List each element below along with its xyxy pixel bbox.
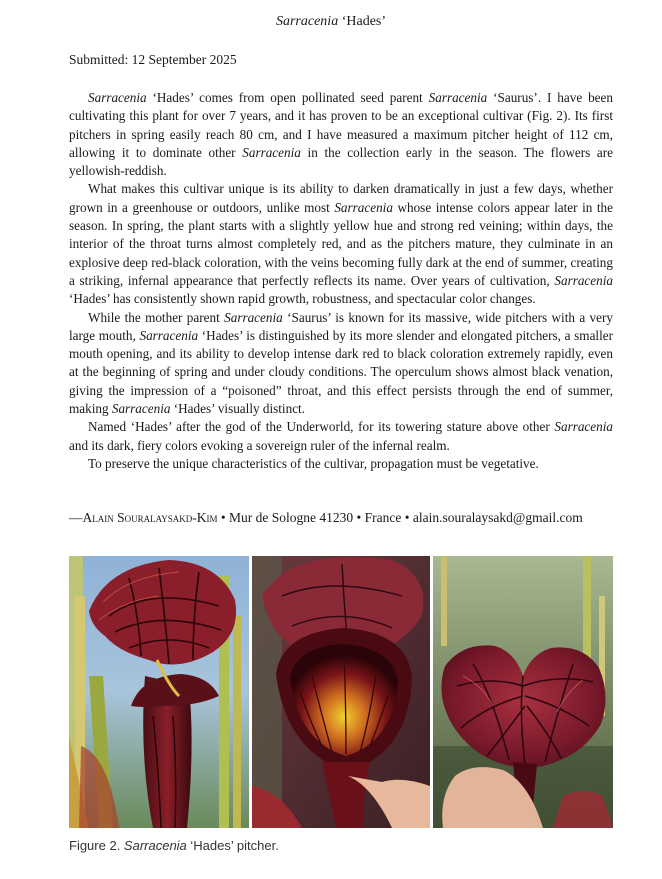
paragraph-2: What makes this cultivar unique is its ability to darken dramatically in just a few days, whether grown in a greenhouse or outdoors, unlike most Sarracenia whose intense colors appear later in the season. In spring, the plant starts with a slightly yellow hue and strong red veining; within days, the interior of the throat turns almost completely red, and as the pitchers mature, they culminate in an explosive deep red-black coloration, with the veins becoming fully dark at the end of summer, creating a striking, infernal appearance that perfectly reflects its name. Over years of cultivation, Sarracenia ‘Hades’ has consistently shown rapid growth, robustness, and spectacular color changes. bbox=[69, 181, 613, 307]
paragraph-5: To preserve the unique characteristics of the cultivar, propagation must be vegetative. bbox=[88, 455, 539, 471]
author-byline: —Alain Souralaysakd-Kim • Mur de Sologne 41230 • France • alain.souralaysakd@gmail.com bbox=[69, 510, 583, 525]
paragraph-3: While the mother parent Sarracenia ‘Saurus’ is known for its massive, wide pitchers with a very large mouth, Sarracenia ‘Hades’ is distinguished by its more slender and elongated pitchers, a smaller mouth opening, and its ability to develop intense dark red to black coloration extremely rapidly, even at the beginning of spring and under cloudy conditions. The operculum shows almost black venation, giving the impression of a “poisoned” throat, and this effect persists through the end of summer, making Sarracenia ‘Hades’ visually distinct. bbox=[69, 309, 613, 417]
submitted-date: Submitted: 12 September 2025 bbox=[69, 52, 237, 67]
author-email: alain.souralaysakd@gmail.com bbox=[412, 510, 583, 525]
article-body bbox=[69, 89, 613, 473]
pitcher-photo-operculum bbox=[433, 556, 613, 828]
pitcher-photo-throat bbox=[252, 556, 430, 828]
paragraph-4: Named ‘Hades’ after the god of the Underworld, for its towering stature above other Sarracenia and its dark, fiery colors evoking a sovereign ruler of the infernal realm. bbox=[69, 419, 613, 453]
page-title: Sarracenia ‘Hades’ bbox=[275, 14, 387, 29]
figure-2 bbox=[69, 556, 613, 828]
paragraph-1: Sarracenia ‘Hades’ comes from open pollinated seed parent Sarracenia ‘Saurus’. I have been cultivating this plant for over 7 years, and it has proven to be an exceptional cultivar (Fig. 2). Its first pitchers in spring easily reach 80 cm, and I have measured a maximum pitcher height of 112 cm, allowing it to dominate other Sarracenia in the collection early in the season. The flowers are yellowish-reddish. bbox=[69, 90, 613, 179]
figure-caption: Figure 2. Sarracenia ‘Hades’ pitcher. bbox=[69, 838, 279, 853]
author-name: Alain Souralaysakd-Kim bbox=[82, 510, 218, 525]
pitcher-photo-side bbox=[69, 556, 249, 828]
